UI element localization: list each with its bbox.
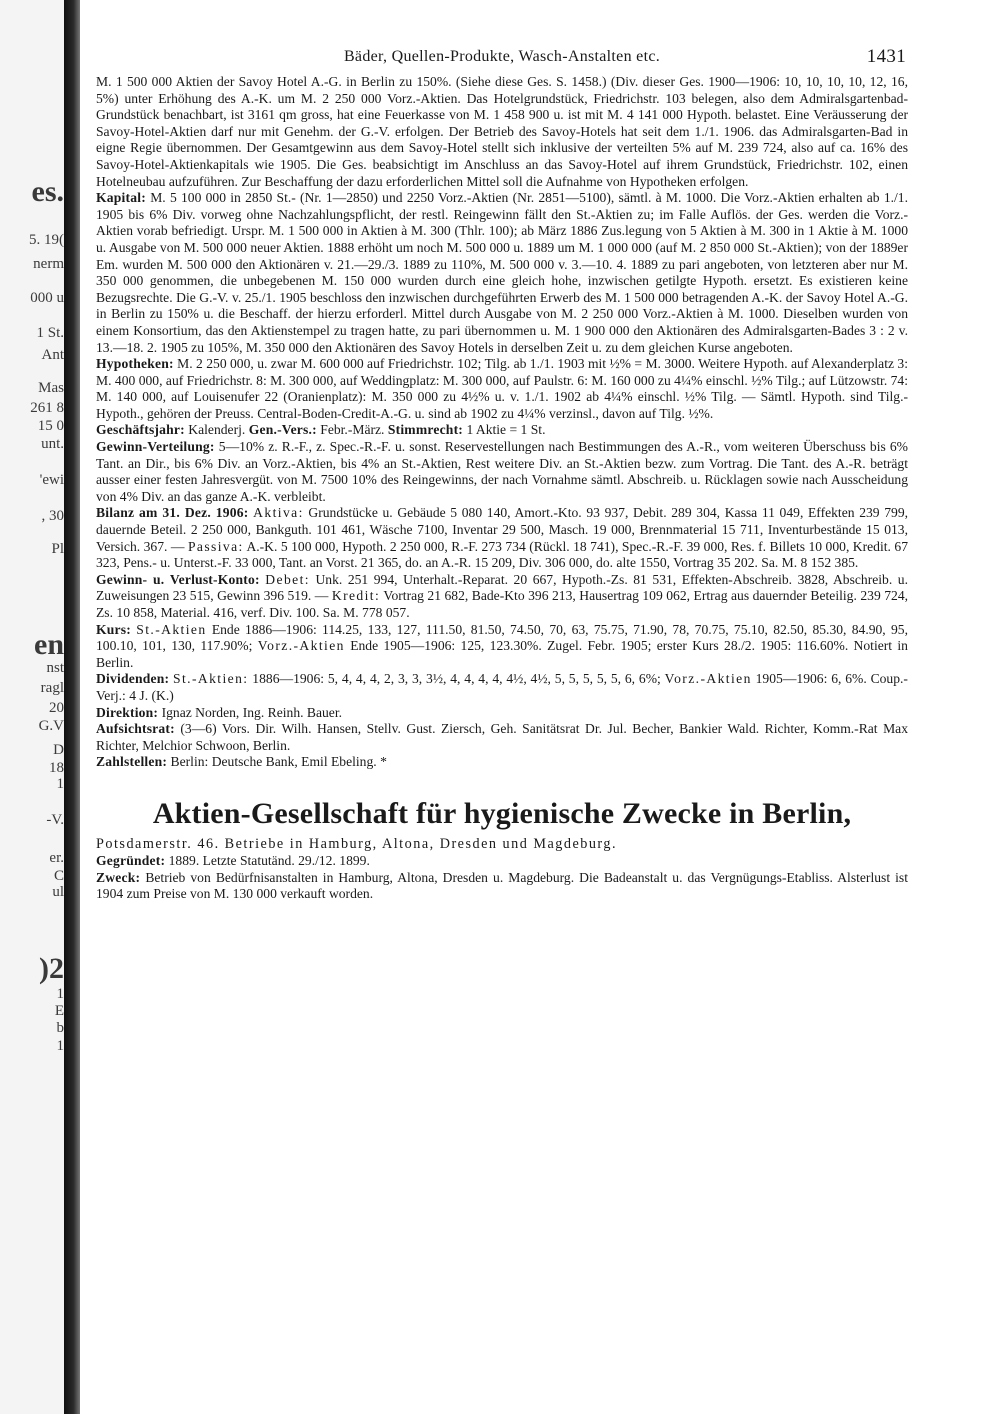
- section-text: Unk. 251 994, Unterhalt.-Reparat. 20 667, Hypoth.-Zs. 81 531, Effekten-Abschreib. 3828, Abschreib. u. Zuweisungen 23 515, Gewinn 396 519. —: [96, 571, 908, 604]
- section-text: Ignaz Norden, Ing. Reinh. Bauer.: [161, 704, 343, 720]
- spaced-label: Passiva:: [187, 538, 244, 554]
- section-text: 1886—1906: 5, 4, 4, 4, 2, 3, 3, 3½, 4, 4, 4, 4, 4½, 4½, 5, 5, 5, 5, 5, 6, 6%;: [252, 671, 661, 687]
- page-number: 1431: [866, 46, 906, 67]
- section-text: 1889. Letzte Statutänd. 29./12. 1899.: [168, 852, 370, 868]
- section-text: Betrieb von Bedürfnisanstalten in Hamburg, Altona, Dresden u. Magdeburg. Die Badeanstalt u. das Vergnügungs-Etabliss. Alsterlust ist 1904 zum Preise von M. 130 000 verkauft worden.: [96, 869, 908, 902]
- spaced-label: Kredit:: [331, 588, 381, 604]
- intro-paragraph: M. 1 500 000 Aktien der Savoy Hotel A.-G. in Berlin zu 150%. (Siehe diese Ges. S. 1458.) (Div. dieser Ges. 1900—1906: 10, 10, 10, 10, 12, 16, 5%) unter Erhöhung des A.-K. um M. 2 250 000 Vorz.-Aktien. Das Hotelgrundstück, Friedrichstr. 103 belegen, also dem Admiralsgartenbad-Grundstück benachbart, ist 3161 qm gross, hat eine Feuerkasse von M. 1 458 900 u. ist mit M. 4 141 000 Hypoth. belastet. Eine Veräusserung der Savoy-Hotel-Aktien darf nur mit Genehm. der G.-V. erfolgen. Der Betrieb des Savoy-Hotels hat seit dem 1./1. 1906. das Admiralsgarten-Bad in eigne Regie übernommen. Der Gesamtgewinn aus dem Savoy-Hotel stellt sich inklusive der verteilten 5% auf M. 239 724, also auf ca. 16% des Savoy-Hotel-Aktienkapitals wie 1905. Die Ges. beabsichtigt im Anschluss an das Savoy-Hotel auf ihrem Grundstück, Friedrichstr. 102, einen Hotelneubau aufzuführen. Zur Beschaffung der dazu erforderlichen Mittel soll die Aufnahme von Hypotheken erfolgen.: [96, 74, 908, 189]
- company-heading: Aktien-Gesellschaft für hygienische Zwecke in Berlin,: [152, 796, 852, 830]
- section-gegruendet: [96, 853, 908, 870]
- section-label: Dividenden:: [96, 671, 170, 687]
- section-bilanz: [96, 505, 908, 571]
- gutter-fragment: 5. 19(: [29, 232, 64, 248]
- gutter-fragment: 1 St.: [36, 325, 64, 341]
- section-text: Febr.-März.: [320, 422, 385, 438]
- section-zahlstellen: [96, 754, 908, 771]
- company-address: Potsdamerstr. 46. Betriebe in Hamburg, Altona, Dresden und Magdeburg.: [96, 835, 618, 852]
- spaced-label: Vorz.-Aktien: [664, 671, 752, 687]
- section-gewinn-verteilung: [96, 439, 908, 505]
- gutter-fragment: 20: [49, 700, 64, 716]
- gutter-fragment: en: [34, 628, 64, 661]
- section-text: (3—6) Vors. Dir. Wilh. Hansen, Stellv. Gust. Ziersch, Geh. Sanitätsrat Dr. Jul. Becher, Bankier Wald. Richter, Komm.-Rat Max Richter, Melchior Schwoon, Berlin.: [96, 721, 908, 753]
- section-kapital: [96, 190, 908, 356]
- section-text: M. 5 100 000 in 2850 St.- (Nr. 1—2850) und 2250 Vorz.-Aktien (Nr. 2851—5100), sämtl. à M. 1000. Die Vorz.-Aktien erhalten ab 1./1. 1905 bis 6% Div. vorweg ohne Nachzahlungspflicht, der restl. Reingewinn fällt den St.-Aktien zu; im Falle Auflös. der Ges. werden die Vorz.-Aktien vorab befriedigt. Urspr. M. 1 500 000 in Aktien à M. 300 (Thlr. 100); ab März 1886 Zus.legung von 5 Aktien à M. 300 in 1 Aktie à M. 1000 u. Ausgabe von M. 500 000 neuer Aktien. 1888 erhöht um noch M. 500 000 u. 1889 um M. 1 000 000 (auf M. 2 850 000 St.-Aktien); von der 1889er Em. wurden M. 500 000 den Aktionären v. 21.—29./3. 1889 zu 110%, M. 500 000 v. 3.—10. 4. 1889 zu pari angeboten, von letzteren aber nur M. 350 000 genommen, die unbegebenen M. 150 000 wurden durch eine gleich hohe, inzwischen getilgte Hypoth. ersetzt. Es existieren keine Bezugsrechte. Die G.-V. v. 25./1. 1905 beschloss den inzwischen durchgeführten Erwerb des M. 1 500 000 betragenden A.-K. der Savoy Hotel A.-G. in Berlin zu 150% u. die Beschaff. der hierzu erforderl. Mittel durch Ausgabe von M. 2 250 000 Vorz.-Aktien à M. 1000. Dieselben wurden von einem Konsortium, das den Aktienstempel zu tragen hatte, zu pari übernommen u. M. 1 900 000 den Aktionären des Admiralsgarten-Bades 3 : 2 v. 13.—18. 2. 1905 zu 105%, M. 350 000 den Aktionären des Savoy Hotels in derselben Zeit u. zu dem gleichen Kurse angeboten.: [96, 190, 908, 355]
- section-label: Zahlstellen:: [96, 754, 168, 770]
- gutter-fragment: G.V: [38, 718, 64, 734]
- section-label: Kurs:: [96, 621, 131, 637]
- section-label: Hypotheken:: [96, 356, 174, 372]
- gutter-fragment: ragl: [40, 680, 64, 696]
- gutter-fragment: Pl: [51, 541, 64, 557]
- gutter-fragment: es.: [31, 175, 64, 208]
- spaced-label: St.-Aktien: [136, 621, 207, 637]
- gutter-fragment: C: [53, 868, 64, 884]
- gutter-fragment: 15 0: [37, 418, 64, 434]
- gutter-fragment: 000 u: [30, 290, 64, 306]
- section-gewinn-verlust: [96, 572, 908, 622]
- section-geschaeftsjahr: [96, 422, 908, 439]
- section-label: Geschäftsjahr:: [96, 422, 185, 438]
- spaced-label: Aktiva:: [253, 505, 304, 521]
- section-dividenden: [96, 671, 908, 704]
- book-spine: [64, 0, 80, 1414]
- gutter-fragment: 1: [56, 1038, 64, 1054]
- section-label: Zweck:: [96, 869, 141, 885]
- page-header: [96, 48, 908, 74]
- spaced-label: Vorz.-Aktien: [257, 638, 345, 654]
- gutter-fragment: 261 8: [30, 400, 64, 416]
- gutter-fragment: nst: [46, 660, 64, 676]
- gutter-fragment: ul: [52, 884, 64, 900]
- spaced-label: St.-Aktien:: [173, 671, 249, 687]
- gutter-fragment: 1: [56, 776, 64, 792]
- section-text: 5—10% z. R.-F., z. Spec.-R.-F. u. sonst. Reservestellungen nach Bestimmungen des A.-R., vom weiteren Überschuss bis 6% Tant. an Dir., bis 6% Div. an Vorz.-Aktien, bis 4% an St.-Aktien, Rest weitere Div. an St.-Aktien bezw. zum Vortrag. Die Tant. des A.-R. beträgt ausser einer festen Jahresvergüt. von M. 7500 10% des Reingewinns, der nach Vornahme sämtl. Abschreib. u. Rücklagen sowie nach Ausscheidung von 4% Div. an das ganze A.-K. verbleibt.: [96, 439, 908, 504]
- section-label: Gewinn-Verteilung:: [96, 439, 215, 455]
- running-title: Bäder, Quellen-Produkte, Wasch-Anstalten etc.: [343, 48, 661, 65]
- section-text: 1905—1906: 6, 6%. Coup.-Verj.: 4 J. (K.): [96, 671, 908, 703]
- section-direktion: [96, 705, 908, 722]
- section-label: Gegründet:: [96, 852, 166, 868]
- gutter-fragment: )2: [39, 952, 64, 985]
- section-label: Bilanz am 31. Dez. 1906:: [96, 505, 249, 521]
- gutter-fragment: b: [56, 1020, 64, 1036]
- section-text: Grundstücke u. Gebäude 5 080 140, Amort.-Kto. 93 937, Debit. 289 304, Kassa 11 049, Effekten 239 799, dauernde Beteil. 2 250 000, Bankguth. 101 461, Wäsche 7100, Inventar 29 500, Masch. 19 000, Brennmaterial 15 711, Inventurbestände 15 013, Versich. 367. —: [96, 505, 909, 554]
- section-text: Kalenderj.: [188, 422, 246, 438]
- gutter-fragment: nerm: [33, 256, 64, 272]
- gutter-strip: [0, 0, 66, 1414]
- gutter-fragment: , 30: [41, 508, 64, 524]
- gutter-fragment: unt.: [41, 436, 64, 452]
- section-hypotheken: [96, 356, 908, 422]
- gutter-fragment: E: [54, 1003, 64, 1019]
- section-label: Gen.-Vers.:: [248, 422, 317, 438]
- section-kurs: [96, 622, 908, 672]
- spaced-label: Debet:: [265, 571, 310, 587]
- gutter-fragment: -V.: [46, 812, 64, 828]
- section-label: Direktion:: [96, 704, 159, 720]
- section-text: Ende 1905—1906: 125, 123.30%. Zugel. Febr. 1905; erster Kurs 28./2. 1905: 116.60%. Notiert in Berlin.: [96, 638, 908, 670]
- section-text: Vortrag 21 682, Bade-Kto 396 213, Hausertrag 109 062, Ertrag aus dauernder Beteilig. 239 724, Zs. 10 858, Material. 416, verf. Div. 100. Sa. M. 778 057.: [96, 588, 909, 620]
- section-label: Stimmrecht:: [387, 422, 464, 438]
- gutter-fragment: er.: [49, 850, 64, 866]
- section-text: 1 Aktie = 1 St.: [466, 422, 546, 438]
- gutter-fragment: 18: [49, 760, 64, 776]
- gutter-fragment: Ant: [41, 347, 64, 363]
- section-aufsichtsrat: [96, 721, 908, 754]
- gutter-fragment: 1: [56, 986, 64, 1002]
- section-text: A.-K. 5 100 000, Hypoth. 2 250 000, R.-F. 273 734 (Rückl. 18 741), Spec.-R.-F. 39 000, Res. f. Billets 10 000, Kredit. 67 323, Pens.- u. Unterst.-F. 33 000, Tant. an Vorst. 21 365, do. an A.-R. 15 209, Div. 306 000, do. alte 1550, Vortrag 35 202. Sa. M. 8 152 385.: [96, 538, 908, 571]
- section-text: Berlin: Deutsche Bank, Emil Ebeling. *: [170, 754, 387, 770]
- section-text: Ende 1886—1906: 114.25, 133, 127, 111.50, 81.50, 74.50, 70, 63, 75.75, 71.90, 78, 70.75, 75.10, 82.50, 85.30, 84.90, 95, 100.10, 101, 130, 117.90%;: [96, 621, 908, 654]
- gutter-fragment: D: [53, 742, 64, 758]
- gutter-fragment: 'ewi: [39, 472, 64, 488]
- section-label: Aufsichtsrat:: [96, 721, 175, 737]
- section-zweck: [96, 870, 908, 903]
- gutter-fragment: Mas: [38, 380, 64, 396]
- page-content: [96, 48, 908, 903]
- section-label: Gewinn- u. Verlust-Konto:: [96, 571, 260, 587]
- section-label: Kapital:: [96, 190, 146, 206]
- section-text: M. 2 250 000, u. zwar M. 600 000 auf Friedrichstr. 102; Tilg. ab 1./1. 1903 mit ½% = M. 3000. Weitere Hypoth. auf Alexanderplatz 3: M. 400 000, auf Friedrichstr. 8: M. 300 000, auf Weddingplatz: M. 300 000, auf Paulstr. 6: M. 160 000 zu 4¼% einschl. ½% Tilg.; auf Lützowstr. 74: M. 140 000, auf Louisenufer 22 (Oranienplatz): M. 350 000 zu 4½% u. v. 1./1. 1902 ab 4¼% einschl. ½% Tilg. — Sämtl. Hypoth. sind Tilg.-Hypoth., gehören der Preuss. Central-Boden-Credit-A.-G. u. sind ab 1902 zu 4¼% verzinsl., davon auf Tilg. ½%.: [96, 356, 908, 421]
